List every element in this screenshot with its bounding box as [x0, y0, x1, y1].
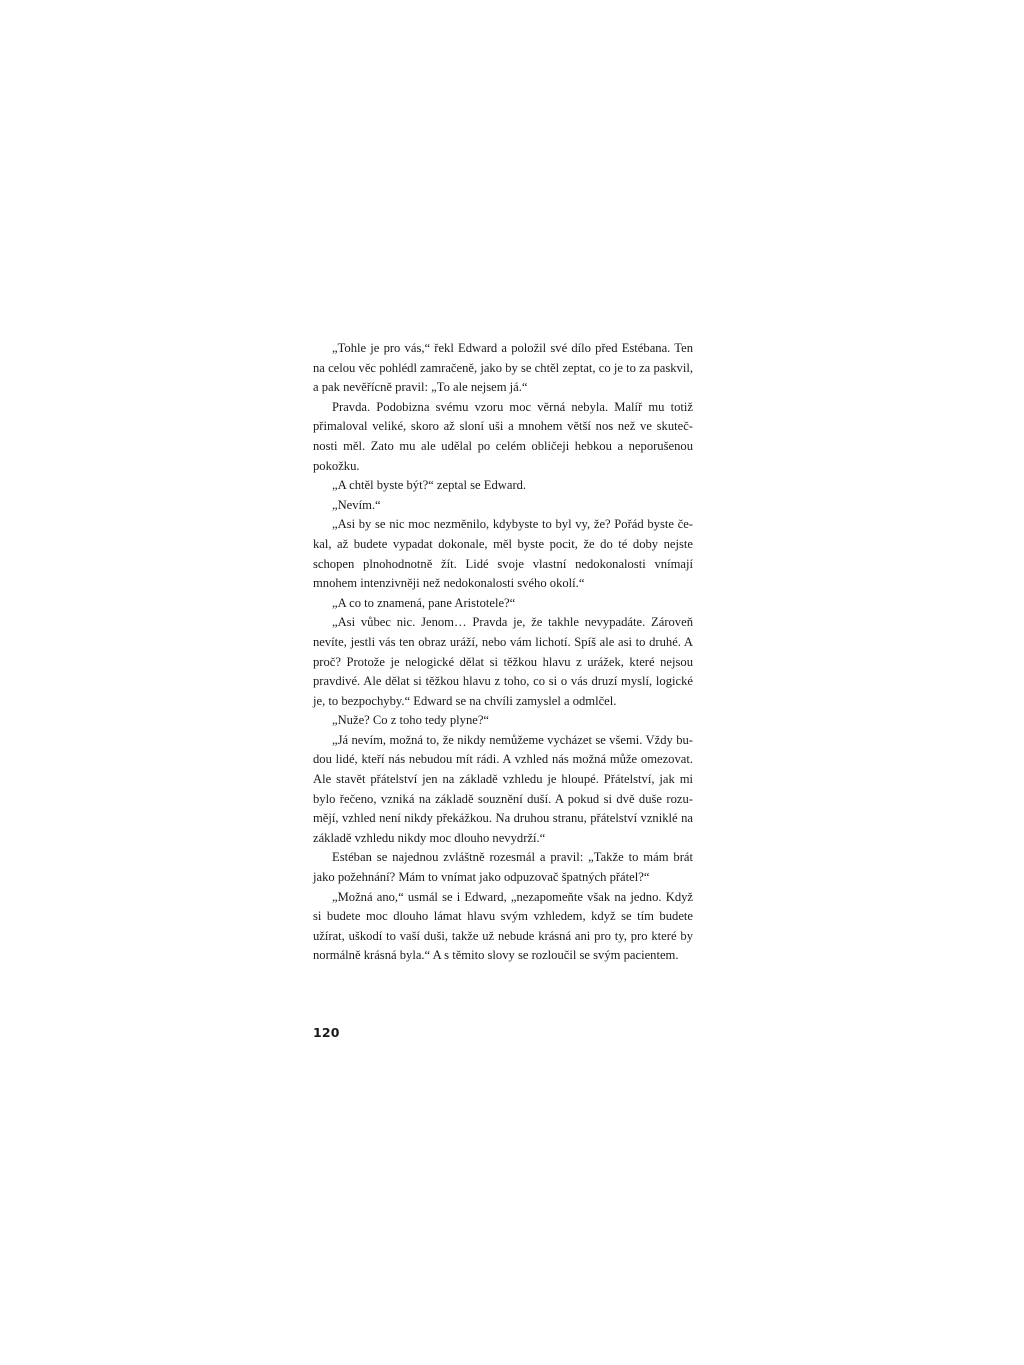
- paragraph: „Asi vůbec nic. Jenom… Pravda je, že takhle nevypadáte. Zároveň nevíte, jestli vás ten obraz uráží, nebo vám lichotí. Spíš ale asi to druhé. A proč? Protože je nelogické dělat si těžkou hlavu z urážek, které nejsou pravdivé. Ale dělat si těžkou hlavu z toho, co si o vás druzí myslí, logické je, to bezpochyby.“ Edward se na chvíli zamyslel a odmlčel.: [313, 615, 693, 708]
- paragraph: „Asi by se nic moc nezměnilo, kdybyste to byl vy, že? Pořád byste čekal, až budete vypadat dokonale, měl byste pocit, že do té doby nejste schopen plnohodnotně žít. Lidé svoje vlastní nedokonalosti vnímají mnohem intenzivněji než nedokonalosti svého okolí.“: [313, 517, 693, 591]
- paragraph: „Nevím.“: [332, 497, 381, 512]
- paragraph: „A co to znamená, pane Aristotele?“: [332, 595, 516, 610]
- body-text: [313, 339, 693, 966]
- page-number: 120: [313, 1025, 340, 1040]
- paragraph: „Já nevím, možná to, že nikdy nemůžeme vycházet se všemi. Vždy budou lidé, kteří nás nebudou mít rádi. A vzhled nás možná může omezovat. Ale stavět přátelství jen na základě vzhledu je hloupé. Přátelství, jak mi bylo řečeno, vzniká na základě souznění duší. A pokud si dvě duše rozumějí, vzhled není nikdy překážkou. Na druhou stranu, přátelství vzniklé na základě vzhledu nikdy moc dlouho nevydrží.“: [313, 732, 693, 845]
- paragraph: Estéban se najednou zvláštně rozesmál a pravil: „Takže to mám brát jako požehnání? Mám to vnímat jako odpuzovač špatných přátel?“: [313, 850, 693, 885]
- paragraph: Pravda. Podobizna svému vzoru moc věrná nebyla. Malíř mu totiž přimaloval veliké, skoro až sloní uši a mnohem větší nos než ve skutečnosti měl. Zato mu ale udělal po celém obličeji hebkou a neporušenou pokožku.: [313, 399, 693, 473]
- paragraph: „Tohle je pro vás,“ řekl Edward a položil své dílo před Estébana. Ten na celou věc pohlédl zamračeně, jako by se chtěl zeptat, co je to za paskvil, a pak nevěřícně pravil: „To ale nejsem já.“: [313, 341, 693, 395]
- paragraph: „Nuže? Co z toho tedy plyne?“: [332, 713, 490, 728]
- paragraph: „Možná ano,“ usmál se i Edward, „nezapomeňte však na jedno. Když si budete moc dlouho lámat hlavu svým vzhledem, když se tím budete užírat, uškodí to vaší duši, takže už nebude krásná ani pro ty, pro které by normálně krásná byla.“ A s těmito slovy se rozloučil se svým pacientem.: [313, 889, 693, 963]
- paragraph: „A chtěl byste být?“ zeptal se Edward.: [332, 478, 527, 493]
